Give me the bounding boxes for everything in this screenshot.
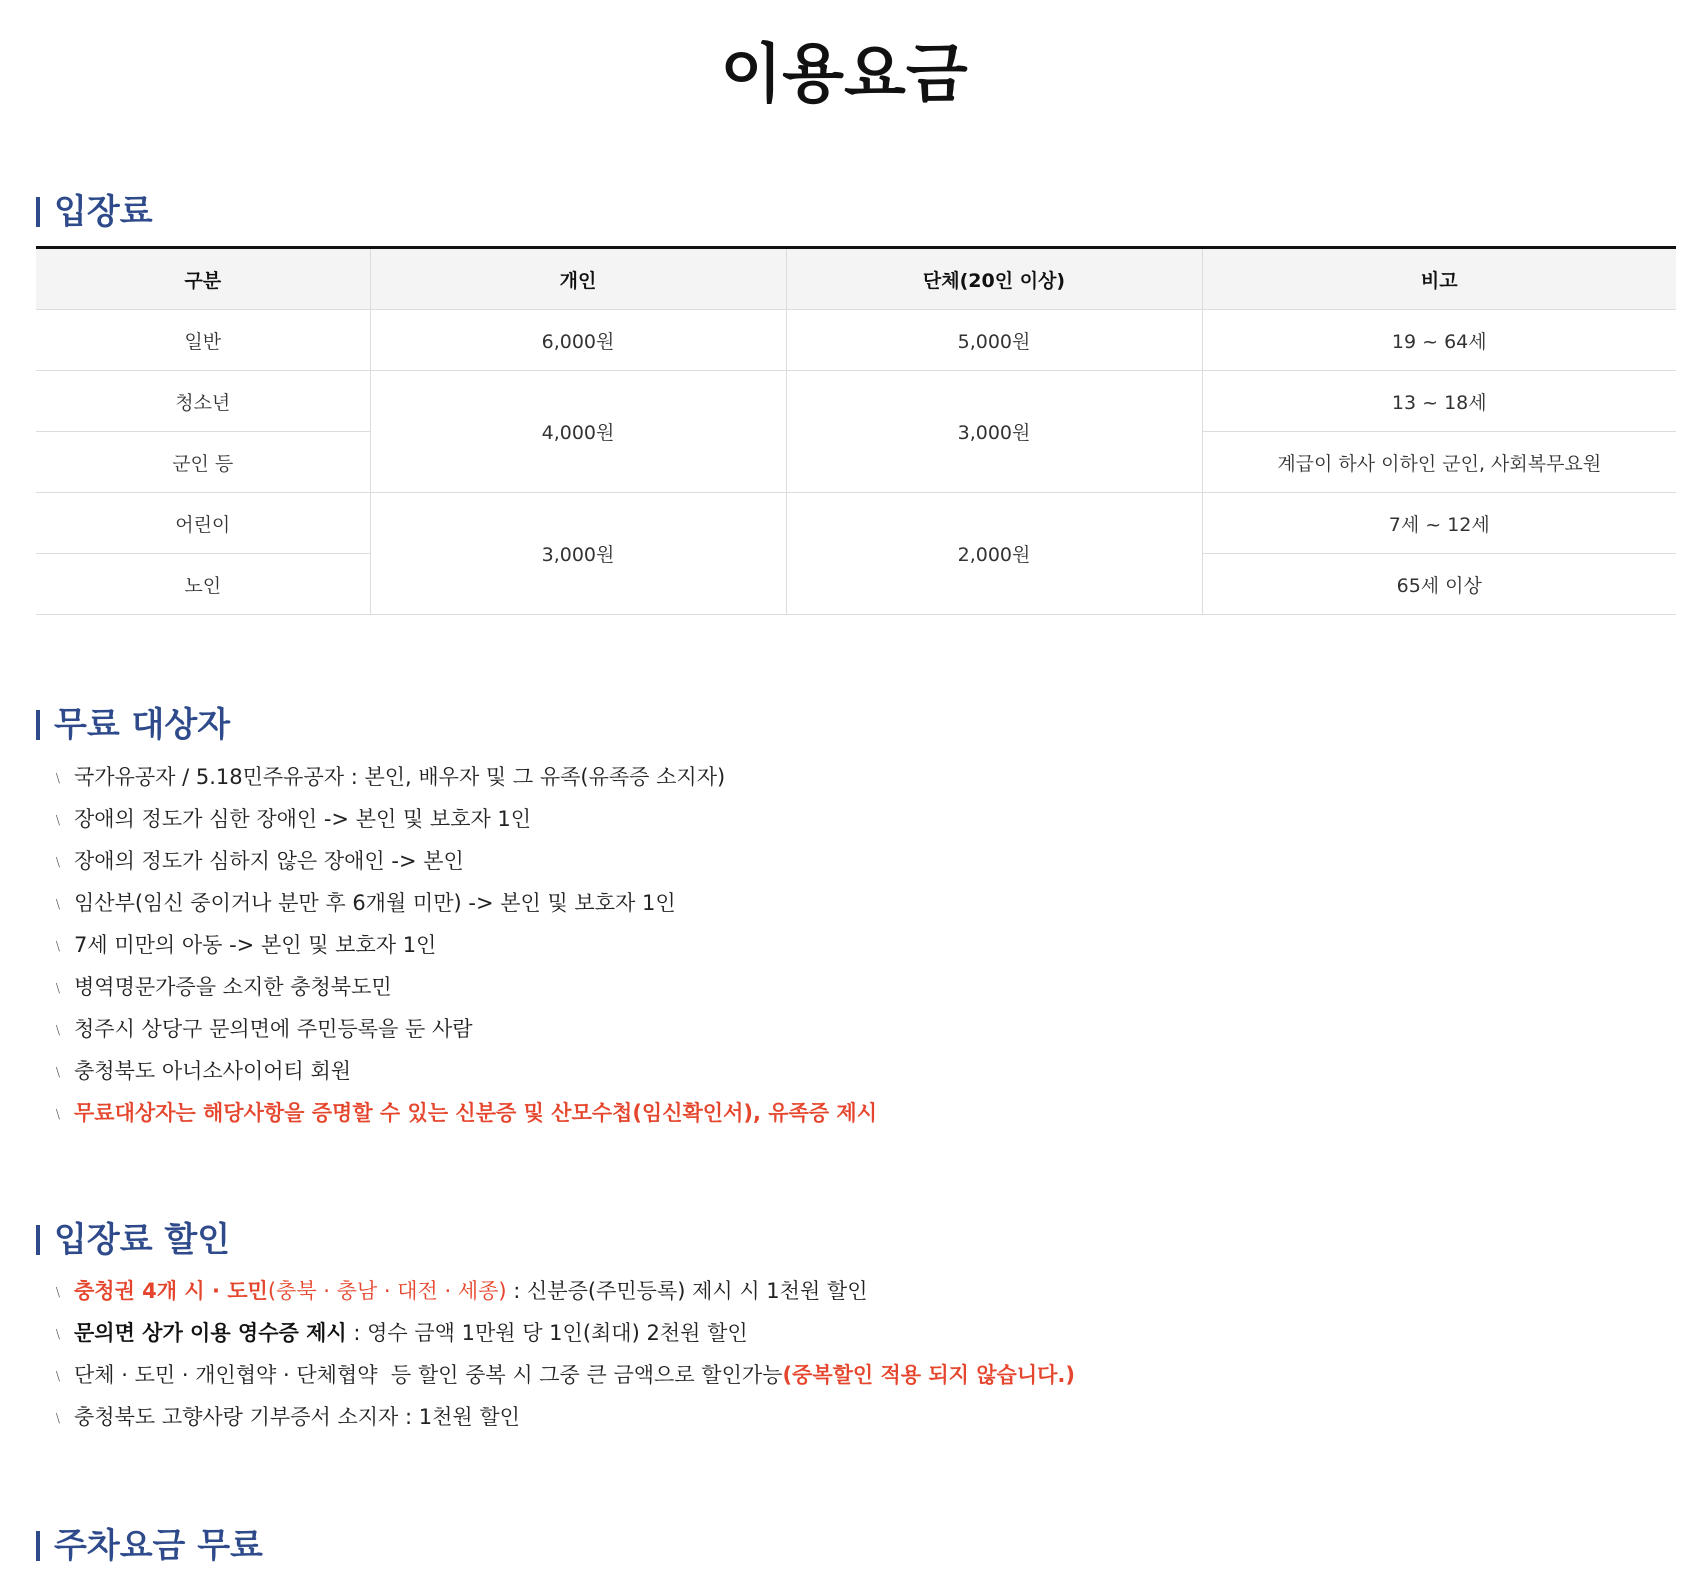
category-cell: 노인 xyxy=(36,554,370,615)
group-price-cell: 3,000원 xyxy=(786,371,1202,493)
heading-bar xyxy=(36,1225,40,1255)
bullet-mark-icon: ﹨ xyxy=(50,935,67,954)
discount-regions-text: (충북 · 충남 · 대전 · 세종) xyxy=(267,1279,507,1303)
individual-price-cell: 3,000원 xyxy=(370,493,786,615)
group-price-cell: 5,000원 xyxy=(786,310,1202,371)
list-item-text: 단체 · 도민 · 개인협약 · 단체협약 등 할인 중복 시 그중 큰 금액으로 할인가능 xyxy=(74,1363,783,1387)
list-item xyxy=(50,1312,1075,1354)
list-item xyxy=(50,966,877,1008)
column-header-note: 비고 xyxy=(1202,248,1676,310)
category-cell: 일반 xyxy=(36,310,370,371)
heading-text: 주차요금 무료 xyxy=(54,1526,263,1566)
list-item xyxy=(50,1008,877,1050)
heading-text: 입장료 xyxy=(54,192,153,232)
bullet-mark-icon: ﹨ xyxy=(50,809,67,828)
list-item-text: : 신분증(주민등록) 제시 시 1천원 할인 xyxy=(506,1279,868,1303)
page-title: 이용요금 xyxy=(720,37,968,112)
column-header-category: 구분 xyxy=(36,248,370,310)
list-item xyxy=(50,1050,877,1092)
table-row xyxy=(36,310,1676,371)
category-cell: 청소년 xyxy=(36,371,370,432)
free-notice-text: 무료대상자는 해당사항을 증명할 수 있는 신분증 및 산모수첩(임신확인서), 유족증 제시 xyxy=(74,1101,877,1125)
section-heading-free xyxy=(36,705,230,745)
admission-fee-table xyxy=(36,246,1676,615)
list-item xyxy=(50,1396,1075,1438)
list-item-text: 국가유공자 / 5.18민주유공자 : 본인, 배우자 및 그 유족(유족증 소지자) xyxy=(74,765,726,789)
column-header-individual: 개인 xyxy=(370,248,786,310)
list-item xyxy=(50,1092,877,1134)
note-cell: 19 ~ 64세 xyxy=(1202,310,1676,371)
section-heading-admission xyxy=(36,192,153,232)
duplicate-warning-text: (중복할인 적용 되지 않습니다.) xyxy=(782,1363,1075,1387)
discount-bold-text: 문의면 상가 이용 영수증 제시 xyxy=(74,1321,347,1345)
list-item xyxy=(50,756,877,798)
list-item xyxy=(50,840,877,882)
individual-price-cell: 6,000원 xyxy=(370,310,786,371)
column-header-group: 단체(20인 이상) xyxy=(786,248,1202,310)
heading-text: 무료 대상자 xyxy=(54,705,231,745)
list-item xyxy=(50,1354,1075,1396)
heading-text: 입장료 할인 xyxy=(54,1220,231,1260)
discount-highlight-text: 충청권 4개 시 · 도민 xyxy=(74,1279,268,1303)
list-item-text: 장애의 정도가 심한 장애인 -> 본인 및 보호자 1인 xyxy=(74,807,532,831)
bullet-mark-icon: ﹨ xyxy=(50,1365,67,1384)
list-item xyxy=(50,1270,1075,1312)
category-cell: 어린이 xyxy=(36,493,370,554)
bullet-mark-icon: ﹨ xyxy=(50,1407,67,1426)
group-price-cell: 2,000원 xyxy=(786,493,1202,615)
bullet-mark-icon: ﹨ xyxy=(50,767,67,786)
note-cell: 계급이 하사 이하인 군인, 사회복무요원 xyxy=(1202,432,1676,493)
list-item-text: 7세 미만의 아동 -> 본인 및 보호자 1인 xyxy=(74,933,437,957)
bullet-mark-icon: ﹨ xyxy=(50,893,67,912)
heading-bar xyxy=(36,1531,40,1561)
category-cell: 군인 등 xyxy=(36,432,370,493)
heading-bar xyxy=(36,710,40,740)
bullet-mark-icon: ﹨ xyxy=(50,1281,67,1300)
bullet-mark-icon: ﹨ xyxy=(50,1103,67,1122)
list-item-text: 병역명문가증을 소지한 충청북도민 xyxy=(74,975,392,999)
note-cell: 7세 ~ 12세 xyxy=(1202,493,1676,554)
bullet-mark-icon: ﹨ xyxy=(50,977,67,996)
individual-price-cell: 4,000원 xyxy=(370,371,786,493)
list-item xyxy=(50,798,877,840)
table-header-row xyxy=(36,248,1676,310)
list-item-text: : 영수 금액 1만원 당 1인(최대) 2천원 할인 xyxy=(346,1321,748,1345)
table-row xyxy=(36,493,1676,554)
list-item xyxy=(50,924,877,966)
free-eligibility-list xyxy=(50,756,877,1134)
note-cell: 65세 이상 xyxy=(1202,554,1676,615)
section-heading-discount xyxy=(36,1220,230,1260)
heading-bar xyxy=(36,197,40,227)
list-item-text: 장애의 정도가 심하지 않은 장애인 -> 본인 xyxy=(74,849,464,873)
list-item-text: 임산부(임신 중이거나 분만 후 6개월 미만) -> 본인 및 보호자 1인 xyxy=(74,891,676,915)
discount-list xyxy=(50,1270,1075,1438)
bullet-mark-icon: ﹨ xyxy=(50,1019,67,1038)
bullet-mark-icon: ﹨ xyxy=(50,1061,67,1080)
list-item xyxy=(50,882,877,924)
table-row xyxy=(36,371,1676,432)
bullet-mark-icon: ﹨ xyxy=(50,1323,67,1342)
note-cell: 13 ~ 18세 xyxy=(1202,371,1676,432)
section-heading-parking xyxy=(36,1526,263,1566)
list-item-text: 충청북도 아너소사이어티 회원 xyxy=(74,1059,352,1083)
bullet-mark-icon: ﹨ xyxy=(50,851,67,870)
list-item-text: 충청북도 고향사랑 기부증서 소지자 : 1천원 할인 xyxy=(74,1405,520,1429)
list-item-text: 청주시 상당구 문의면에 주민등록을 둔 사람 xyxy=(74,1017,473,1041)
